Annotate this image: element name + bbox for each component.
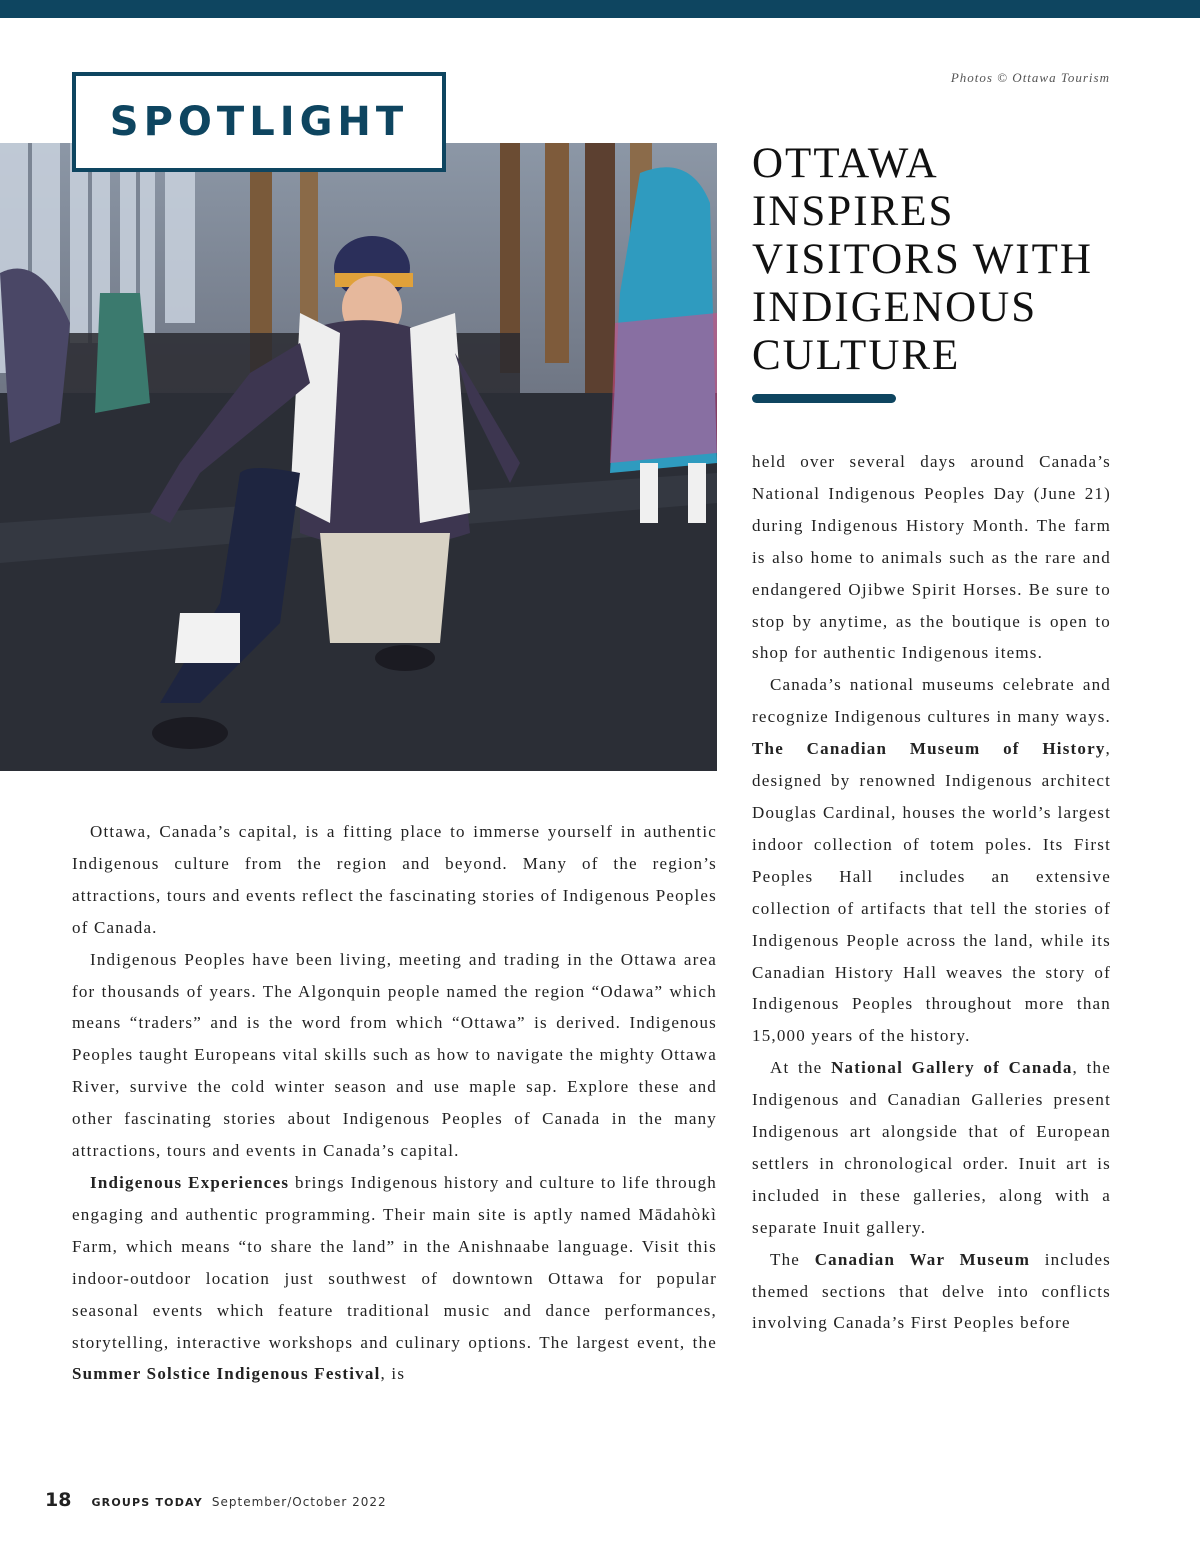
paragraph-text: , is xyxy=(380,1364,406,1384)
right-column xyxy=(752,446,1111,1339)
bold-term: National Gallery of Canada xyxy=(831,1058,1073,1078)
dancer-photo-illustration xyxy=(0,143,717,771)
top-accent-bar xyxy=(0,0,1200,18)
paragraph-text: , the Indigenous and Canadian Galleries present Indigenous art alongside that of European settlers in chronological order. Inuit art is included in these galleries, along with a separate Inuit gallery. xyxy=(752,1058,1111,1237)
paragraph-text: At the xyxy=(770,1058,832,1078)
issue-date: September/October 2022 xyxy=(211,1495,387,1509)
bold-term: Indigenous Experiences xyxy=(90,1172,290,1192)
headline-divider xyxy=(752,394,896,403)
headline-line: VISITORS WITH xyxy=(752,236,1093,283)
section-label: SPOTLIGHT xyxy=(109,99,409,145)
headline-line: INDIGENOUS xyxy=(752,284,1038,331)
left-column xyxy=(72,816,717,1390)
photo-credit: Photos © Ottawa Tourism xyxy=(950,70,1110,85)
paragraph-text: includes themed sections that delve into conflicts involving Canada’s First Peoples before xyxy=(752,1249,1111,1333)
headline-line: INSPIRES xyxy=(752,188,955,235)
bold-term: Canadian War Museum xyxy=(814,1249,1031,1269)
body-paragraph: Ottawa, Canada’s capital, is a fitting place to immerse yourself in authentic Indigenous culture from the region and beyond. Many of the region’s attractions, tours and events reflect the fascinating stories of Indigenous Peoples of Canada. xyxy=(72,822,717,937)
magazine-name: GROUPS TODAY xyxy=(91,1496,203,1509)
paragraph-text: , designed by renowned Indigenous architect Douglas Cardinal, houses the world’s largest indoor collection of totem poles. Its First Peoples Hall includes an extensive collection of artifacts that tell the stories of Indigenous People across the land, while its Canadian History Hall weaves the story of Indigenous Peoples throughout more than 15,000 years of the history. xyxy=(752,739,1111,1046)
body-paragraph xyxy=(72,1167,717,1390)
body-paragraph: held over several days around Canada’s National Indigenous Peoples Day (June 21) during Indigenous History Month. The farm is also home to animals such as the rare and endangered Ojibwe Spirit Horses. Be sure to stop by anytime, as the boutique is open to shop for authentic Indigenous items. xyxy=(752,452,1111,663)
body-paragraph xyxy=(752,1244,1111,1340)
paragraph-text: Canada’s national museums celebrate and recognize Indigenous cultures in many ways. xyxy=(752,675,1111,727)
body-paragraph xyxy=(752,669,1111,1052)
spotlight-box xyxy=(72,72,446,172)
headline-line: CULTURE xyxy=(752,332,961,379)
article-headline xyxy=(752,140,1132,380)
headline-line: OTTAWA xyxy=(752,140,939,187)
paragraph-text: The xyxy=(770,1249,815,1269)
dancer-photo xyxy=(0,143,717,771)
bold-term: The Canadian Museum of History xyxy=(752,739,1106,759)
page-footer xyxy=(45,1489,387,1511)
body-paragraph xyxy=(752,1052,1111,1243)
page-number: 18 xyxy=(45,1489,72,1511)
bold-term: Summer Solstice Indigenous Festival xyxy=(72,1364,381,1384)
paragraph-text: brings Indigenous history and culture to life through engaging and authentic programming. Their main site is aptly named Mādahòkì Farm, which means “to share the land” in the Anishnaabe language. Visit this indoor-outdoor location just southwest of downtown Ottawa for popular seasonal events which feature traditional music and dance performances, storytelling, interactive workshops and culinary options. The largest event, the xyxy=(72,1172,717,1352)
body-paragraph: Indigenous Peoples have been living, meeting and trading in the Ottawa area for thousands of years. The Algonquin people named the region “Odawa” which means “traders” and is the word from which “Ottawa” is derived. Indigenous Peoples taught Europeans vital skills such as how to navigate the mighty Ottawa River, survive the cold winter season and use maple sap. Explore these and other fascinating stories about Indigenous Peoples of Canada in the many attractions, tours and events in Canada’s capital. xyxy=(72,949,717,1161)
